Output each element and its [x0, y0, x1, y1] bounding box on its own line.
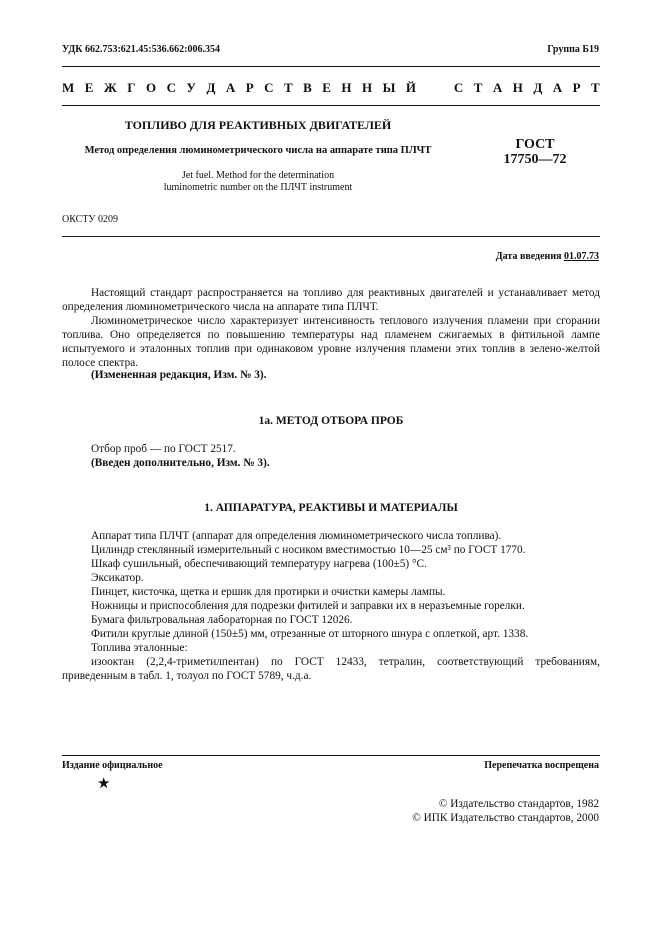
banner-letter — [426, 80, 429, 96]
banner-letter: Й — [405, 80, 416, 95]
banner-letter: А — [225, 80, 236, 95]
section-1-item: Эксикатор. — [91, 572, 144, 584]
intro-date-label: Дата введения — [495, 251, 562, 262]
banner-letter: Т — [284, 80, 293, 95]
section-1-item: Фитили круглые длиной (150±5) мм, отрезанные от шторного шнура с оплеткой, арт. 1338. — [91, 628, 529, 640]
section-1a-heading: 1а. МЕТОД ОТБОРА ПРОБ — [258, 415, 404, 427]
banner-letter: Р — [572, 80, 581, 95]
section-1a-note: (Введен дополнительно, Изм. № 3). — [91, 457, 270, 469]
banner-letter: А — [492, 80, 503, 95]
section-1-heading: 1. АППАРАТУРА, РЕАКТИВЫ И МАТЕРИАЛЫ — [204, 502, 458, 514]
group-code: Группа Б19 — [547, 44, 599, 55]
section-1-item: Топлива эталонные: — [91, 642, 188, 654]
section-1a-text: Отбор проб — по ГОСТ 2517. — [91, 443, 236, 455]
interstate-standard-banner — [62, 80, 600, 96]
banner-letter: Н — [341, 80, 352, 95]
official-edition-label: Издание официальное — [62, 760, 163, 771]
gost-number: 17750—72 — [503, 152, 567, 167]
section-1-item: Аппарат типа ПЛЧТ (аппарат для определения люминометрического числа топлива). — [91, 530, 502, 542]
banner-letter: М — [62, 80, 75, 95]
okstu-code: ОКСТУ 0209 — [62, 214, 119, 225]
footer-rule — [62, 755, 600, 756]
section-1-item: Ножницы и приспособления для подрезки фитилей и заправки их в неразъемные горелки. — [91, 600, 525, 612]
intro-paragraph-2: Люминометрическое число характеризует интенсивность теплового излучения пламени при сгорании топлива. Оно определяется по повышению температуры над пламенем сжигаемых в фитильной лампе испытуемого и эталонных топлив при одинаковом уровне излучения пламени этих топлив в зелено-желтой полосе спектра. — [62, 315, 600, 369]
top-rule — [62, 66, 600, 67]
banner-letter: Г — [127, 80, 136, 95]
banner-letter: Е — [84, 80, 94, 95]
copyright-2000: © ИПК Издательство стандартов, 2000 — [412, 812, 599, 824]
banner-letter: Н — [362, 80, 373, 95]
intro-date — [496, 251, 599, 263]
document-subtitle: Метод определения люминометрического числа на аппарате типа ПЛЧТ — [84, 145, 432, 156]
section-1-item: Пинцет, кисточка, щетка и ершик для протирки и очистки камеры лампы. — [91, 586, 446, 598]
banner-letter: Е — [322, 80, 331, 95]
banner-letter: Ы — [382, 80, 396, 95]
banner-letter: Т — [473, 80, 483, 95]
banner-letter: С — [166, 80, 176, 95]
reference-fuels-paragraph: изооктан (2,2,4-триметилпентан) по ГОСТ 12433, тетралин, соответствующий требованиям, приведенным в табл. 1, толуол по ГОСТ 5789, ч.д.а. — [62, 656, 600, 682]
banner-letter: Д — [533, 80, 543, 95]
banner-letter: А — [552, 80, 563, 95]
intro-date-value: 01.07.73 — [564, 251, 599, 262]
section-1-item: Цилиндр стеклянный измерительный с носиком вместимостью 10—25 см³ по ГОСТ 1770. — [91, 544, 526, 556]
copyright-1982: © Издательство стандартов, 1982 — [438, 798, 599, 810]
intro-paragraph-1: Настоящий стандарт распространяется на топливо для реактивных двигателей и устанавливает метод определения люминометрического числа на аппарате типа ПЛЧТ. — [62, 287, 600, 313]
reprint-prohibited-label: Перепечатка воспрещена — [484, 760, 599, 771]
banner-letter: В — [303, 80, 312, 95]
english-title-line-2: luminometric number on the ПЛЧТ instrument — [163, 182, 353, 193]
gost-label: ГОСТ — [515, 137, 555, 152]
banner-letter: Д — [206, 80, 216, 95]
udk-code: УДК 662.753:621.45:536.662:006.354 — [62, 44, 220, 55]
intro-amendment-note: (Измененная редакция, Изм. № 3). — [91, 369, 267, 381]
banner-letter: Н — [512, 80, 523, 95]
document-title: ТОПЛИВО ДЛЯ РЕАКТИВНЫХ ДВИГАТЕЛЕЙ — [124, 118, 392, 132]
banner-letter: Ж — [103, 80, 117, 95]
banner-letter: Р — [245, 80, 254, 95]
section-1-item: Бумага фильтровальная лабораторная по ГОСТ 12026. — [91, 614, 353, 626]
banner-bottom-rule — [62, 105, 600, 106]
banner-letter: С — [453, 80, 464, 95]
okstu-rule — [62, 236, 600, 237]
banner-letter: Т — [591, 80, 600, 95]
banner-letter: С — [264, 80, 274, 95]
star-icon: ★ — [97, 776, 111, 792]
english-title-line-1: Jet fuel. Method for the determination — [181, 170, 335, 181]
banner-letter — [440, 80, 443, 96]
banner-letter: О — [145, 80, 157, 95]
banner-letter: У — [186, 80, 196, 95]
section-1-item: Шкаф сушильный, обеспечивающий температуру нагрева (100±5) °С. — [91, 558, 427, 570]
